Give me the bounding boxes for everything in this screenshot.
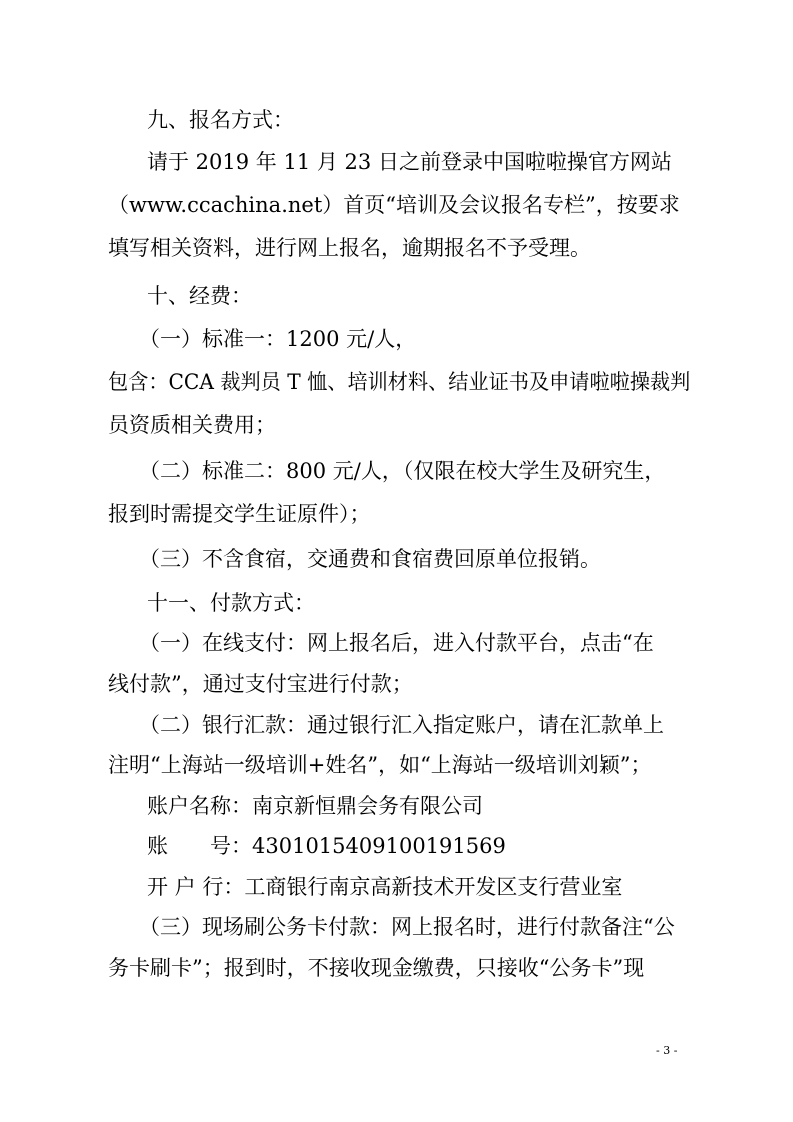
fee-standard-two-line-1: （二）标准二：800 元/人，（仅限在校大学生及研究生， <box>139 459 666 483</box>
card-payment-line-2: 务卡刷卡”；报到时，不接收现金缴费，只接收“公务卡”现 <box>108 956 645 980</box>
bank-branch: 开 户 行：工商银行南京高新技术开发区支行营业室 <box>147 875 623 899</box>
bank-transfer-line-1: （二）银行汇款：通过银行汇入指定账户，请在汇款单上 <box>139 713 664 737</box>
bank-transfer-line-2: 注明“上海站一级培训+姓名”，如“上海站一级培训刘颖”； <box>108 753 652 777</box>
online-payment-line-1: （一）在线支付：网上报名后，进入付款平台，点击“在 <box>139 631 654 655</box>
page-number: - 3 - <box>656 1044 678 1057</box>
heading-text: 九、报名方式： <box>147 108 294 132</box>
fee-standard-two-line-2: 报到时需提交学生证原件）； <box>108 502 371 526</box>
heading-text: 十、经费： <box>147 284 252 308</box>
registration-text-line-2: （www.ccachina.net）首页“培训及会议报名专栏”，按要求 <box>108 193 680 217</box>
account-name: 账户名称：南京新恒鼎会务有限公司 <box>147 794 483 818</box>
card-payment-line-1: （三）现场刷公务卡付款：网上报名时，进行付款备注“公 <box>139 915 675 939</box>
registration-text-line-1: 请于 2019 年 11 月 23 日之前登录中国啦啦操官方网站 <box>147 150 672 174</box>
fee-includes-line-1: 包含：CCA 裁判员 T 恤、培训材料、结业证书及申请啦啦操裁判 <box>108 370 691 394</box>
registration-text-line-3: 填写相关资料，进行网上报名，逾期报名不予受理。 <box>108 236 591 260</box>
account-number: 账 号：4301015409100191569 <box>147 834 506 858</box>
fee-standard-one: （一）标准一：1200 元/人， <box>139 327 417 351</box>
heading-text: 十一、付款方式： <box>147 591 315 615</box>
online-payment-line-2: 线付款”，通过支付宝进行付款； <box>108 672 413 696</box>
fee-includes-line-2: 员资质相关费用； <box>108 413 276 437</box>
fee-exclusions: （三）不含食宿，交通费和食宿费回原单位报销。 <box>139 547 601 571</box>
